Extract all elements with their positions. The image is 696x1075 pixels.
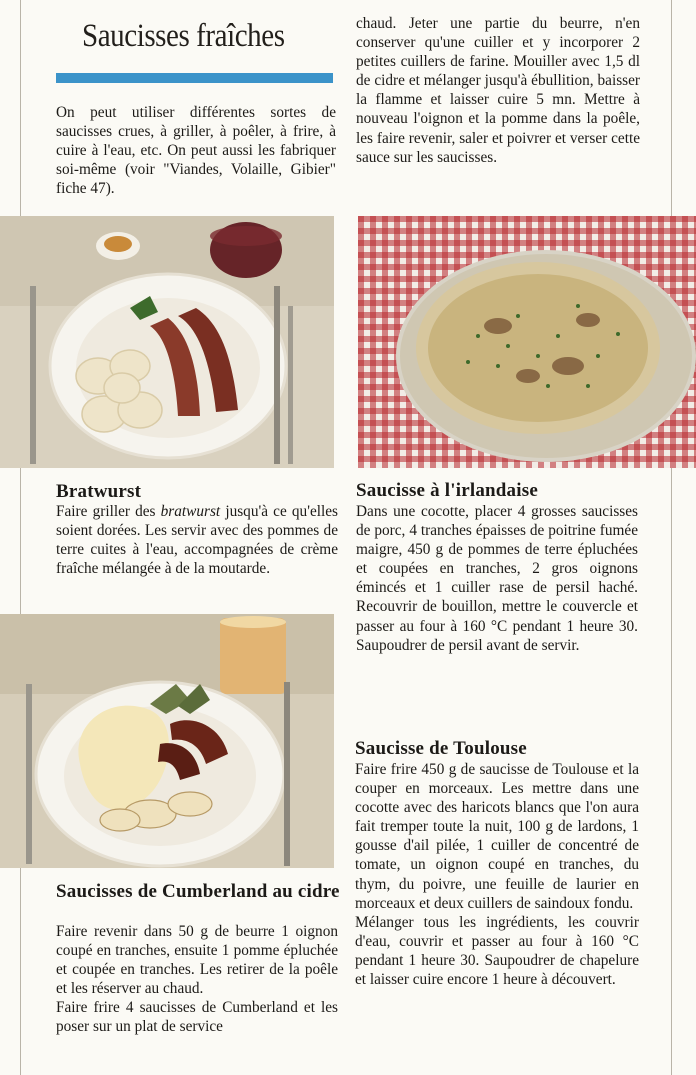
bratwurst-heading: Bratwurst (56, 481, 142, 502)
page-border-right (671, 0, 672, 1075)
cumberland-heading: Saucisses de Cumberland au cidre (56, 881, 340, 902)
irlandaise-heading: Saucisse à l'irlandaise (356, 480, 538, 501)
toulouse-heading: Saucisse de Toulouse (355, 738, 527, 759)
bratwurst-text: Faire griller des bratwurst jusqu'à ce qu'elles soient dorées. Les servir avec des pommes de terre cuites à l'eau, accompagnées de crème fraîche mélangée à de la moutarde. (56, 503, 338, 578)
cumberland-continued-paragraph: chaud. Jeter une partie du beurre, n'en conserver qu'une cuiller et y incorporer 2 petites cuillers de farine. Mouiller avec 1,5 dl de cidre et mélanger jusqu'à ébullition, baisser la flamme et laisser cuire 5 mn. Mettre à nouveau l'oignon et la pomme dans la poêle, les faire revenir, saler et poivrer et verser cette sauce sur les saucisses. (356, 15, 640, 166)
irlandaise-text: Dans une cocotte, placer 4 grosses saucisses de porc, 4 tranches épaisses de poitrine fumée maigre, 450 g de pommes de terre épluchées et coupées en tranches, 2 gros oignons émincés et 1 cuiller rase de persil haché. Recouvrir de bouillon, mettre le couvercle et passer au four à 160 °C pendant 1 heure 30. Saupoudrer de persil avant de servir. (356, 503, 638, 654)
irlandaise-photo (358, 216, 696, 468)
cumberland-text: Faire revenir dans 50 g de beurre 1 oignon coupé en tranches, ensuite 1 pomme épluchée et coupée en tranches. Les retirer de la poêle et les réserver au chaud. (56, 923, 338, 998)
cumberland-photo (0, 614, 334, 868)
page-title: Saucisses fraîches (82, 18, 285, 54)
bratwurst-photo (0, 216, 334, 468)
cumberland-text-2: Faire frire 4 saucisses de Cumberland et les poser sur un plat de service (56, 999, 338, 1036)
title-accent-bar (56, 73, 333, 83)
page-border-left (20, 0, 21, 1075)
toulouse-text-2: Mélanger tous les ingrédients, les couvrir d'eau, couvrir et passer au four à 160 °C pendant 1 heure 30. Saupoudrer de chapelure et laisser cuire encore 1 heure à découvert. (355, 913, 639, 989)
toulouse-text: Faire frire 450 g de saucisse de Toulouse et la couper en morceaux. Les mettre dans une cocotte avec des haricots blancs que l'on aura fait tremper toute la nuit, 100 g de lardons, 1 gousse d'ail pilée, 1 cuiller de concentré de tomate, un oignon coupé en tranches, du thym, du poivre, une feuille de laurier en morceaux et deux cuillers de saindoux fondu. (355, 761, 639, 912)
bratwurst-italic-term: bratwurst (160, 503, 221, 520)
intro-paragraph: On peut utiliser différentes sortes de saucisses crues, à griller, à poêler, à frire, à cuire à l'eau, etc. On peut aussi les fabriquer soi-même (voir "Viandes, Volaille, Gibier" fiche 47). (56, 104, 336, 198)
